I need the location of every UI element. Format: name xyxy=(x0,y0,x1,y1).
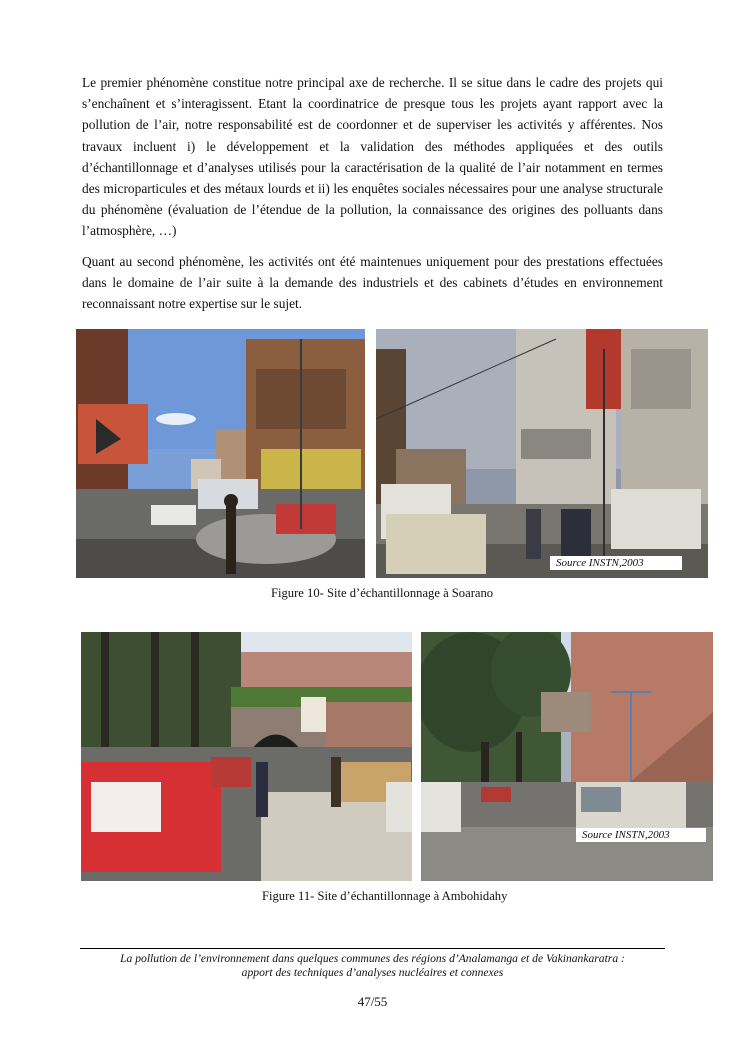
footer-title-line-1: La pollution de l’environnement dans quelques communes des régions d’Analamanga et de Vakinankaratra : xyxy=(120,952,625,965)
body-paragraph-2: Quant au second phénomène, les activités ont été maintenues uniquement pour des prestations effectuées dans le domaine de l’air suite à la demande des industriels et des cabinets d’études en environnement reconnaissant notre expertise sur le sujet. xyxy=(82,254,663,312)
figure-11-source: Source INSTN,2003 xyxy=(576,828,706,842)
footer-divider xyxy=(80,948,665,949)
ambohidahy-street-photo xyxy=(421,632,713,881)
footer-title-line-2: apport des techniques d’analyses nucléaires et connexes xyxy=(241,966,504,979)
soarano-street-photo-right xyxy=(376,329,708,578)
soarano-street-photo-left xyxy=(76,329,365,578)
ambohidahy-tunnel-photo xyxy=(81,632,412,881)
figure-10-source: Source INSTN,2003 xyxy=(550,556,682,570)
body-paragraph-1: Le premier phénomène constitue notre principal axe de recherche. Il se situe dans le cadre des projets qui s’enchaînent et s’interagissent. Etant la coordinatrice de presque tous les projets ayant rapport avec la pollution de l’air, notre responsabilité est de coordonner et de superviser les activités y afférentes. Nos travaux incluent i) le développement et la validation des méthodes appliquées et des outils d’échantillonnage et d’analyses utilisés pour la caractérisation de la qualité de l’air notamment en termes des microparticules et des métaux lourds et ii) les enquêtes sociales nécessaires pour une analyse structurale du phénomène (évaluation de l’étendue de la pollution, la connaissance des origines des polluants dans l’atmosphère, …) xyxy=(82,75,663,239)
figure-10-caption: Figure 10- Site d’échantillonnage à Soarano xyxy=(271,586,494,600)
figure-11-caption: Figure 11- Site d’échantillonnage à Ambohidahy xyxy=(262,889,508,903)
page-number: 47/55 xyxy=(357,994,388,1009)
